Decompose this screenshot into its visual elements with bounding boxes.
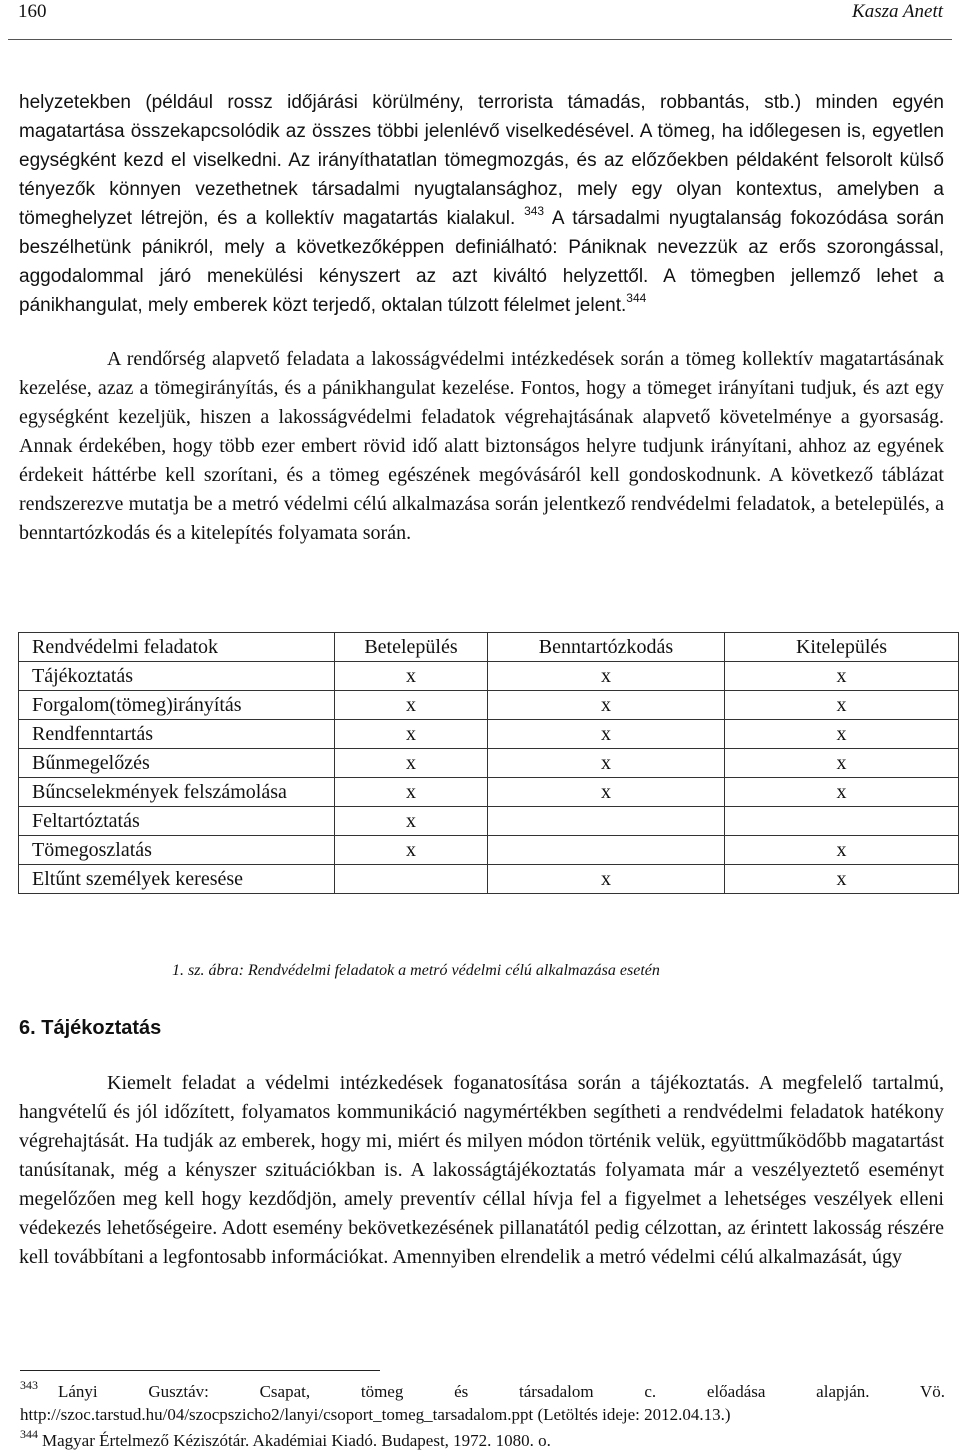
table-cell: x xyxy=(725,749,959,778)
table-cell: x xyxy=(335,778,488,807)
table-cell: Rendfenntartás xyxy=(19,720,335,749)
column-header: Benntartózkodás xyxy=(488,633,725,662)
footnote-ref-343[interactable]: 343 xyxy=(524,204,545,218)
table-row xyxy=(19,662,959,691)
table-cell xyxy=(725,807,959,836)
footnote-mark: 344 xyxy=(20,1427,38,1441)
footnote-text: Lányi Gusztáv: Csapat, tömeg és társadalom c. előadása alapján. Vö. http://szoc.tarstud.hu/04/szocpszicho2/lanyi/csoport_tomeg_tarsadalom.ppt (Letöltés ideje: 2012.04.13.) xyxy=(20,1382,945,1424)
table-cell: x xyxy=(488,691,725,720)
section-heading: 6. Tájékoztatás xyxy=(19,1017,162,1039)
table-cell: x xyxy=(725,691,959,720)
table-cell: x xyxy=(488,749,725,778)
table-cell: Feltartóztatás xyxy=(19,807,335,836)
table-cell xyxy=(488,807,725,836)
table-cell: x xyxy=(488,662,725,691)
table-caption: 1. sz. ábra: Rendvédelmi feladatok a metró védelmi célú alkalmazása esetén xyxy=(172,962,660,979)
body-paragraph-3: Kiemelt feladat a védelmi intézkedések foganatosítása során a tájékoztatás. A megfelelő tartalmú, hangvételű és jól időzített, folyamatos kommunikáció nagymértékben segítheti a rendvédelmi feladatok hatékony végrehajtását. Ha tudják az emberek, hogy mi, miért és milyen módon történik velük, együttműködőbb magatartást tanúsítanak, még a kényszer szituációkban is. A lakosságtájékoztatás folyamata már a veszélyeztető eseményt megelőzően meg kell hogy kezdődjön, amely preventív céllal hívja fel a figyelmet a lehetséges veszélyek elleni védekezés lehetőségeire. Adott esemény bekövetkezésének pillanatától pedig célzottan, az érintett lakosság részére kell továbbítani a legfontosabb információkat. Amennyiben elrendelik a metró védelmi célú alkalmazását, úgy xyxy=(19,1072,944,1268)
footnote-divider xyxy=(20,1370,380,1371)
table-cell: x xyxy=(725,836,959,865)
table-cell: x xyxy=(335,807,488,836)
table-row xyxy=(19,749,959,778)
column-header: Rendvédelmi feladatok xyxy=(19,633,335,662)
table-cell: x xyxy=(725,720,959,749)
table-cell: x xyxy=(488,865,725,894)
table-cell: Bűncselekmények felszámolása xyxy=(19,778,335,807)
table-cell xyxy=(488,836,725,865)
table-cell: Bűnmegelőzés xyxy=(19,749,335,778)
table-cell: x xyxy=(335,691,488,720)
table-cell: x xyxy=(725,865,959,894)
footnote-343 xyxy=(20,1380,945,1426)
header-divider xyxy=(8,39,952,40)
paragraph-text: A társadalmi nyugtalanság fokozódása során beszélhetünk pánikról, mely a következőképpen definiálható: Pániknak nevezzük az erős szorongással, aggodalommal járó menekülési kényszert az azt kiváltó helyzettől. A tömegben jellemző lehet a pánikhangulat, mely emberek közt terjedő, oktalan túlzott félelmet jelent. xyxy=(19,208,945,316)
running-header-author: Kasza Anett xyxy=(852,1,943,22)
paragraph-text: helyzetekben (például rossz időjárási körülmény, terrorista támadás, robbantás, stb.) minden egyén magatartása összekapcsolódik az összes többi jelenlévő viselkedésével. A tömeg, ha időlegesen is, egyetlen egységként kezd el viselkedni. Az irányíthatatlan tömegmozgás, és az előzőekben példaként felsorolt külső tényezők könnyen vezethetnek társadalmi nyugtalansághoz, mely egy olyan kontextus, amelyben a tömeghelyzet létrejön, és a kollektív magatartás kialakul. xyxy=(19,92,944,229)
table-row xyxy=(19,836,959,865)
tasks-table xyxy=(18,632,959,894)
table-row xyxy=(19,720,959,749)
table-cell: Tömegoszlatás xyxy=(19,836,335,865)
footnote-344 xyxy=(20,1429,945,1452)
table-cell: x xyxy=(335,749,488,778)
table-cell: x xyxy=(335,662,488,691)
table-cell: Tájékoztatás xyxy=(19,662,335,691)
table-cell xyxy=(335,865,488,894)
column-header: Kitelepülés xyxy=(725,633,959,662)
table-header-row xyxy=(19,633,959,662)
table-cell: x xyxy=(335,720,488,749)
page-number: 160 xyxy=(18,1,47,22)
footnote-ref-344[interactable]: 344 xyxy=(626,291,647,305)
body-paragraph-2: A rendőrség alapvető feladata a lakosságvédelmi intézkedések során a tömeg kollektív magatartásának kezelése, azaz a tömegirányítás, és a pánikhangulat kezelése. Fontos, hogy a tömeget irányítani tudjuk, és azt egy egységként kezeljük, hiszen a lakosságvédelmi feladatok végrehajtásának alapvető követelménye a gyorsaság. Annak érdekében, hogy több ezer embert rövid idő alatt biztonságos helyre tudjunk irányítani, ahhoz az egyének érdekeit háttérbe kell szorítani, és a tömeg egészének megóvásáról kell gondoskodnunk. A következő táblázat rendszerezve mutatja be a metró védelmi célú alkalmazása során jelentkező rendvédelmi feladatok, a betelepülés, a benntartózkodás és a kitelepítés folyamata során. xyxy=(19,348,944,544)
table-cell: Eltűnt személyek keresése xyxy=(19,865,335,894)
table-cell: Forgalom(tömeg)irányítás xyxy=(19,691,335,720)
table-row xyxy=(19,807,959,836)
table-row xyxy=(19,778,959,807)
table-row xyxy=(19,865,959,894)
table-cell: x xyxy=(725,662,959,691)
table-cell: x xyxy=(488,720,725,749)
table-cell: x xyxy=(725,778,959,807)
table-row xyxy=(19,691,959,720)
footnote-mark: 343 xyxy=(20,1378,38,1392)
table-cell: x xyxy=(488,778,725,807)
body-paragraph-1 xyxy=(19,88,944,320)
column-header: Betelepülés xyxy=(335,633,488,662)
footnote-text: Magyar Értelmező Kéziszótár. Akadémiai Kiadó. Budapest, 1972. 1080. o. xyxy=(42,1431,551,1450)
table-cell: x xyxy=(335,836,488,865)
